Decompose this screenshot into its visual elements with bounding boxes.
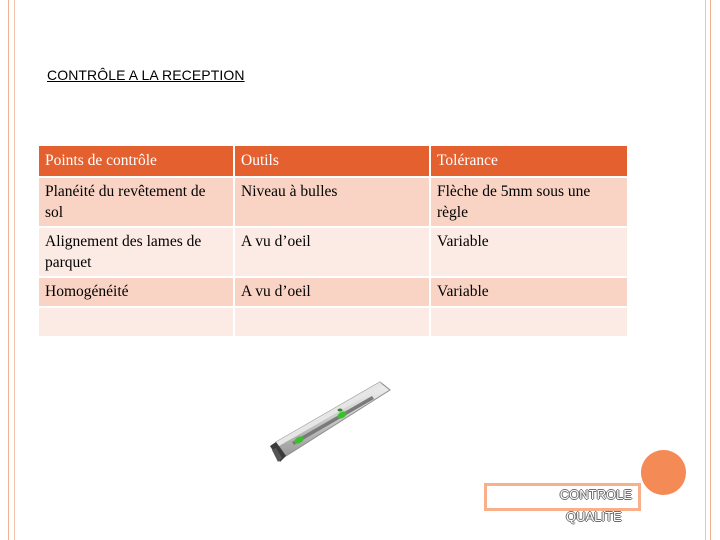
table-cell bbox=[39, 307, 234, 336]
table-cell bbox=[430, 307, 627, 336]
table-cell: Niveau à bulles bbox=[234, 177, 430, 227]
frame-line-right bbox=[705, 0, 706, 540]
table-header-row bbox=[39, 146, 627, 177]
accent-circle bbox=[641, 450, 686, 495]
header-tolerance: Tolérance bbox=[430, 146, 627, 177]
header-outils: Outils bbox=[234, 146, 430, 177]
table-cell: Planéité du revêtement de sol bbox=[39, 177, 234, 227]
stamp-line1: CONTROLE bbox=[559, 487, 632, 502]
frame-line-left bbox=[14, 0, 15, 540]
table-cell: Homogénéité bbox=[39, 277, 234, 307]
table-row bbox=[39, 307, 627, 336]
table-row bbox=[39, 277, 627, 307]
control-table bbox=[39, 146, 627, 336]
page-title: CONTRÔLE A LA RECEPTION bbox=[47, 67, 245, 83]
stamp-line2: QUALITE bbox=[566, 509, 622, 524]
table-cell: A vu d’oeil bbox=[234, 277, 430, 307]
table-cell: Variable bbox=[430, 227, 627, 277]
table-cell: Variable bbox=[430, 277, 627, 307]
table-cell bbox=[234, 307, 430, 336]
table-cell: Alignement des lames de parquet bbox=[39, 227, 234, 277]
spirit-level-icon bbox=[262, 378, 392, 478]
table-cell: Flèche de 5mm sous une règle bbox=[430, 177, 627, 227]
quality-stamp bbox=[484, 483, 641, 511]
table-row bbox=[39, 177, 627, 227]
table-cell: A vu d’oeil bbox=[234, 227, 430, 277]
table-row bbox=[39, 227, 627, 277]
header-points-de-controle: Points de contrôle bbox=[39, 146, 234, 177]
